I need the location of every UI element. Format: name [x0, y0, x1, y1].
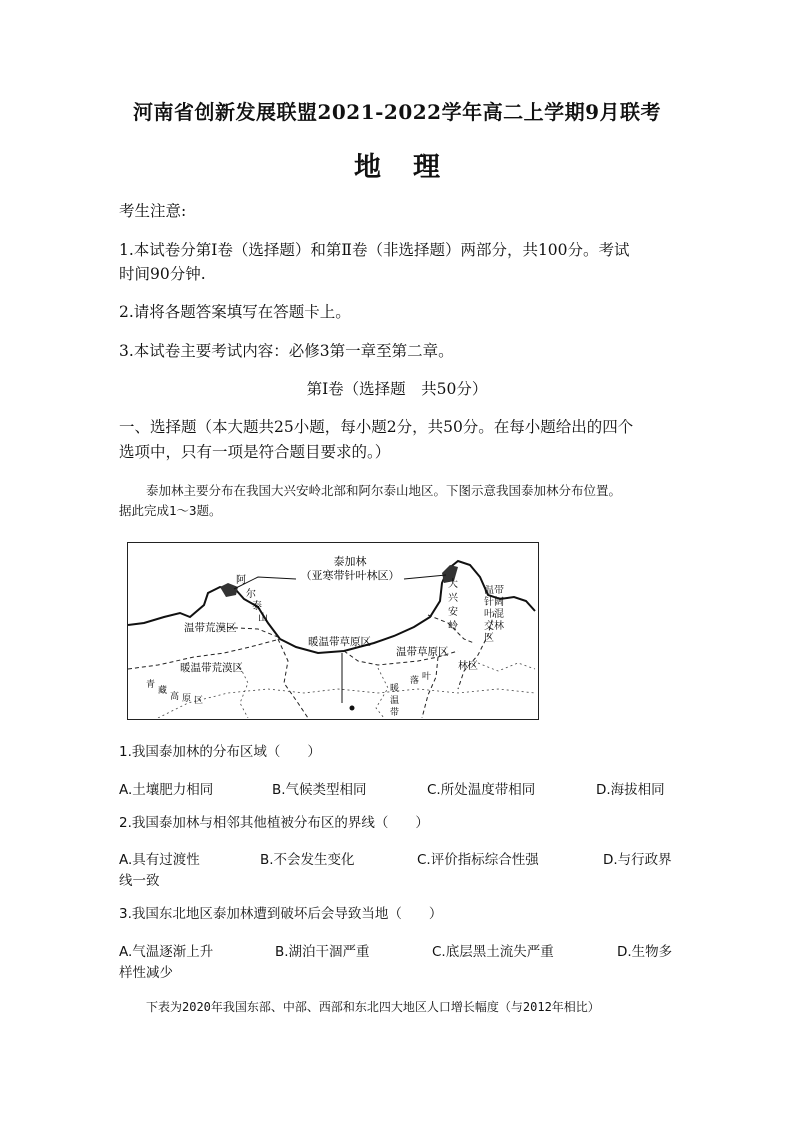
question-1-option-c[interactable]: C.所处温度带相同: [427, 782, 536, 798]
question-2-option-d[interactable]: D.与行政界: [603, 852, 672, 868]
notice-item-3: 3.本试卷主要考试内容：必修3第一章至第二章。: [119, 342, 454, 360]
map-label-forest-qu: 区: [468, 661, 478, 672]
map-label-warm-temperate-desert: 暖温带荒漠区: [180, 662, 243, 674]
question-3-option-a[interactable]: A.气温逐渐上升: [119, 944, 214, 960]
province-boundary: [158, 689, 535, 718]
map-label-small-5: 叶: [422, 672, 432, 682]
question-3-stem: 3.我国东北地区泰加林遭到破坏后会导致当地（ ）: [119, 906, 443, 922]
map-drawing: [128, 543, 537, 718]
map-label-dxal-3: 安: [448, 607, 458, 618]
question-2-stem: 2.我国泰加林与相邻其他植被分布区的界线（ ）: [119, 815, 429, 831]
question-3-option-d-continuation: 样性减少: [119, 965, 173, 981]
section-instruction-line-2: 选项中，只有一项是符合题目要求的。）: [119, 443, 391, 461]
region-boundary: [422, 657, 438, 718]
question-2-option-c[interactable]: C.评价指标综合性强: [417, 852, 539, 868]
taiga-distribution-map: [127, 542, 539, 720]
map-label-plateau-1: 青: [146, 680, 156, 690]
question-3-option-c[interactable]: C.底层黑土流失严重: [432, 944, 554, 960]
capital-dot: [350, 706, 355, 711]
question-1-option-d[interactable]: D.海拔相同: [596, 782, 665, 798]
question-3-option-b[interactable]: B.湖泊干涸严重: [275, 944, 370, 960]
notice-item-1-line-2: 时间90分钟.: [119, 265, 206, 283]
question-2-option-b[interactable]: B.不会发生变化: [260, 852, 355, 868]
question-1-option-b[interactable]: B.气候类型相同: [272, 782, 367, 798]
map-label-altai-tai: 泰: [252, 601, 262, 612]
map-label-plateau-5: 区: [194, 696, 204, 706]
map-label-altai-a: 阿: [236, 575, 246, 586]
footer-table-caption: 下表为2020年我国东部、中部、西部和东北四大地区人口增长幅度（与2012年相比）: [146, 1000, 600, 1014]
map-label-mixed-forest: 温带针阔叶混交林区: [484, 585, 504, 644]
map-label-plateau-4: 原: [182, 694, 192, 704]
map-label-dxal-2: 兴: [448, 593, 458, 604]
map-label-small-4: 落: [410, 676, 420, 686]
map-label-altai-r: 尔: [246, 589, 256, 600]
leader-line-daxinganling: [404, 575, 446, 579]
question-1-option-a[interactable]: A.土壤肥力相同: [119, 782, 214, 798]
exam-title: 河南省创新发展联盟2021-2022学年高二上学期9月联考: [132, 100, 662, 124]
question-1-stem: 1.我国泰加林的分布区域（ ）: [119, 744, 321, 760]
question-3-option-d[interactable]: D.生物多: [617, 944, 673, 960]
map-label-dxal-4: 岭: [448, 621, 458, 632]
map-label-temperate-grassland: 温带草原区: [396, 646, 449, 658]
map-label-altai-shan: 山: [258, 613, 268, 624]
map-label-dxal-1: 大: [448, 579, 458, 590]
section-instruction-line-1: 一、选择题（本大题共25小题，每小题2分，共50分。在每小题给出的四个: [119, 418, 634, 436]
question-2-option-a[interactable]: A.具有过渡性: [119, 852, 200, 868]
map-label-temperate-desert: 温带荒漠区: [184, 622, 237, 634]
map-label-mixed-forest-box: [484, 585, 532, 655]
notice-item-2: 2.请将各题答案填写在答题卡上。: [119, 303, 351, 321]
map-label-taiga: 泰加林: [333, 555, 367, 568]
map-label-plateau-3: 高: [170, 692, 180, 702]
notice-heading: 考生注意:: [119, 202, 187, 220]
map-label-forest-lin: 林: [458, 661, 468, 672]
map-label-warm-temperate-grassland: 暖温带草原区: [308, 636, 371, 648]
map-label-small-1: 暖: [390, 684, 400, 694]
map-label-small-3: 带: [390, 708, 400, 718]
subject-title: 地理: [354, 152, 472, 183]
passage-line-2: 据此完成1～3题。: [119, 503, 222, 518]
section-title: 第Ⅰ卷（选择题 共50分）: [306, 380, 488, 398]
map-label-small-2: 温: [390, 696, 400, 706]
region-boundary: [278, 639, 308, 718]
map-label-plateau-2: 藏: [158, 686, 168, 696]
map-label-taiga-sub: （亚寒带针叶林区）: [300, 569, 400, 582]
notice-item-1-line-1: 1.本试卷分第Ⅰ卷（选择题）和第Ⅱ卷（非选择题）两部分，共100分。考试: [119, 241, 630, 259]
passage-line-1: 泰加林主要分布在我国大兴安岭北部和阿尔泰山地区。下图示意我国泰加林分布位置。: [146, 483, 622, 498]
province-boundary: [478, 663, 535, 671]
question-2-option-d-continuation: 线一致: [119, 873, 160, 889]
